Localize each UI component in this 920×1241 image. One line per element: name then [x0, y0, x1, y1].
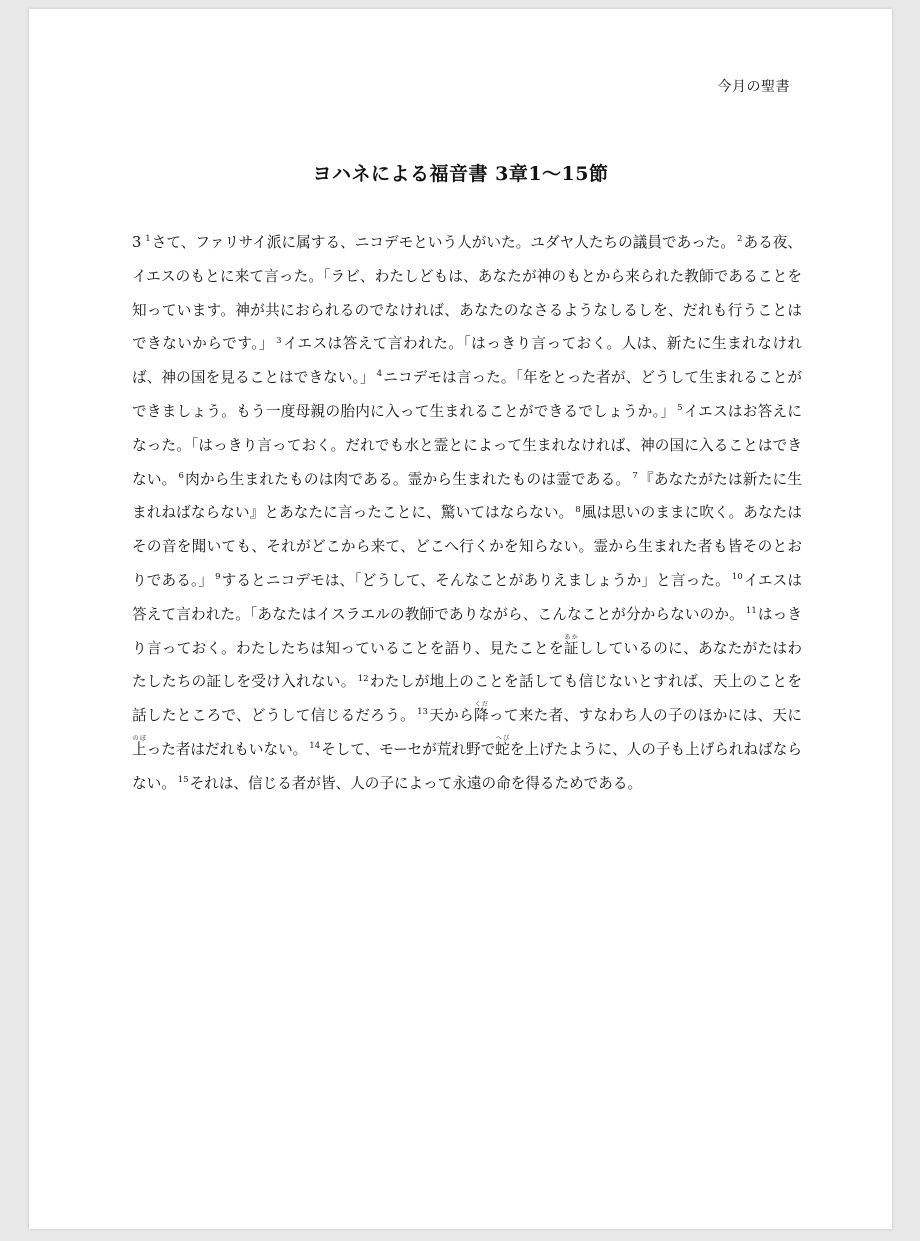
verse-number: 8: [575, 504, 581, 515]
ruby-annotation: [495, 734, 510, 758]
verse-number: 15: [177, 774, 189, 785]
verse-text: 天から: [428, 707, 474, 725]
verse-number: 3: [276, 335, 282, 346]
verse-number: 4: [376, 369, 383, 380]
verse-text: ニコデモは言った。「年をとった者が、どうして生まれることができましょう。もう一度母親の胎内に入って生まれることができるでしょうか。」: [132, 369, 802, 420]
verse-number: 1: [145, 234, 151, 245]
ruby-annotation: [563, 633, 579, 657]
document-page: [29, 9, 892, 1229]
ruby-base: 降: [474, 707, 489, 725]
ruby-annotation: [132, 734, 147, 758]
verse-number: 10: [731, 572, 743, 583]
verse-text: 肉から生まれたものは肉である。霊から生まれたものは霊である。: [184, 470, 631, 488]
ruby-base: 蛇: [495, 740, 510, 758]
verse-text: った者はだれもいない。: [146, 740, 308, 758]
verse-number: 2: [737, 234, 743, 245]
ruby-reading: へび: [495, 734, 510, 742]
header-label: 今月の聖書: [717, 79, 790, 95]
ruby-base: 証: [563, 639, 579, 657]
verse-text: わたしが地上のことを話しても信じないとすれば、天上のことを話したところで、どうして信じるだろう。: [132, 673, 802, 725]
verse-text: 『あなたがたは新たに生まれねばならない』とあなたに言ったことに、驚いてはならない。: [132, 470, 802, 522]
verse-text: イエスは答えて言われた。「はっきり言っておく。人は、新たに生まれなければ、神の国を見ることはできない。」: [132, 335, 803, 387]
verse-text: ししているのに、あなたがたはわたしたちの証しを受け入れない。: [132, 639, 802, 691]
verse-number: 12: [357, 673, 369, 684]
ruby-reading: のぼ: [132, 734, 147, 742]
verse-number: 9: [215, 572, 221, 583]
ruby-reading: あか: [563, 633, 579, 641]
verse-text: そして、モーセが荒れ野で: [321, 740, 496, 758]
ruby-base: 上: [132, 740, 147, 758]
page-title: ヨハネによる福音書 3章1～15節: [312, 163, 609, 185]
verse-text: するとニコデモは、「どうして、そんなことがありえましょうか」と言った。: [221, 571, 730, 589]
verse-number: 14: [309, 741, 321, 752]
verse-text: って来た者、すなわち人の子のほかには、天に: [488, 707, 802, 725]
ruby-reading: くだ: [474, 701, 489, 709]
verse-number: 7: [632, 470, 638, 481]
verse-text: ある夜、イエスのもとに来て言った。「ラビ、わたしどもは、あなたが神のもとから来られた教師であることを知っています。神が共におられるのでなければ、あなたのなさるようなしるしを、だれも行うことはできないからです。」: [132, 234, 802, 353]
verse-text: 風は思いのままに吹く。あなたはその音を聞いても、それがどこから来て、どこへ行くかを知らない。霊から生まれた者も皆そのとおりである。」: [132, 504, 802, 589]
ruby-annotation: [474, 701, 489, 725]
passage-text: [132, 226, 802, 801]
verse-text: イエスは答えて言われた。「あなたはイスラエルの教師でありながら、こんなことが分からないのか。: [132, 571, 802, 623]
verse-number: 5: [677, 403, 683, 414]
chapter-number: 3: [132, 234, 142, 251]
verse-number: 13: [417, 707, 428, 718]
verse-number: 11: [745, 605, 757, 616]
verse-number: 6: [178, 470, 184, 481]
verse-text: はっきり言っておく。わたしたちは知っていることを語り、見たことを: [132, 605, 802, 657]
verse-text: それは、信じる者が皆、人の子によって永遠の命を得るためである。: [189, 774, 643, 792]
verse-text: イエスはお答えになった。「はっきり言っておく。だれでも水と霊とによって生まれなければ、神の国に入ることはできない。: [132, 402, 803, 488]
verse-text: を上げたように、人の子も上げられねばならない。: [132, 740, 802, 792]
verse-text: さて、ファリサイ派に属する、ニコデモという人がいた。ユダヤ人たちの議員であった。: [151, 234, 736, 251]
